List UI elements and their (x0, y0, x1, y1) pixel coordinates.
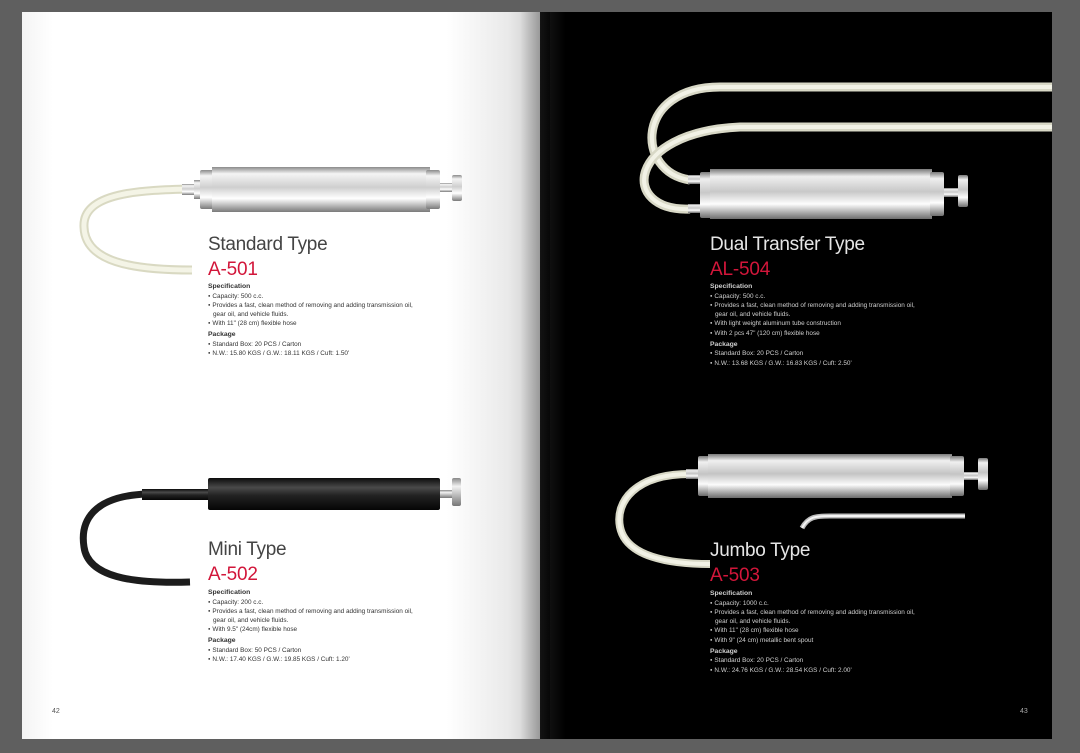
spec-heading: Specification (208, 283, 251, 290)
page-number: 43 (1020, 708, 1028, 715)
product-title: Mini Type (208, 539, 287, 560)
package-heading: Package (208, 636, 236, 644)
spec-item: ● With 11" (28 cm) flexible hose (710, 626, 915, 636)
product-title: Dual Transfer Type (710, 234, 865, 255)
spec-item-cont: gear oil, and vehicle fluids. (715, 310, 791, 318)
package-item: ● N.W.: 17.40 KGS / G.W.: 19.85 KGS / Cuft: 1.20' (208, 655, 413, 665)
spec-item: ● Provides a fast, clean method of removing and adding transmission oil, (710, 608, 915, 618)
package-item: ● Standard Box: 50 PCS / Carton (208, 646, 413, 656)
spec-item: ● Capacity: 200 c.c. (208, 598, 413, 608)
spec-item: ● Capacity: 500 c.c. (208, 292, 413, 302)
package-heading: Package (710, 340, 738, 348)
product-code: AL-504 (710, 259, 771, 280)
package-item: ● N.W.: 15.80 KGS / G.W.: 18.11 KGS / Cuft: 1.50' (208, 349, 413, 359)
package-heading: Package (208, 330, 236, 338)
spec-item: ● Capacity: 500 c.c. (710, 292, 915, 302)
spec-item: ● With 9" (24 cm) metallic bent spout (710, 636, 915, 646)
spec-item-cont: gear oil, and vehicle fluids. (213, 310, 289, 318)
spec-item-cont: gear oil, and vehicle fluids. (213, 616, 289, 624)
product-code: A-501 (208, 259, 258, 280)
black-syringe-pump-icon (22, 12, 540, 612)
product-title: Jumbo Type (710, 540, 811, 561)
bent-spout-icon (540, 12, 1052, 612)
spec-item: ● With 9.5" (24cm) flexible hose (208, 625, 413, 635)
spec-item: ● Provides a fast, clean method of removing and adding transmission oil, (208, 607, 413, 617)
package-item: ● Standard Box: 20 PCS / Carton (710, 656, 915, 666)
product-code: A-503 (710, 565, 760, 586)
product-specs (710, 588, 915, 675)
spec-item: ● Capacity: 1000 c.c. (710, 599, 915, 609)
spec-item: ● Provides a fast, clean method of removing and adding transmission oil, (208, 301, 413, 311)
left-page (22, 12, 540, 739)
package-heading: Package (710, 647, 738, 655)
page-number: 42 (52, 708, 60, 715)
spec-heading: Specification (710, 283, 753, 290)
package-item: ● Standard Box: 20 PCS / Carton (208, 340, 413, 350)
spec-heading: Specification (710, 590, 753, 597)
spec-heading: Specification (208, 589, 251, 596)
product-code: A-502 (208, 564, 258, 585)
product-specs (208, 587, 413, 665)
spec-item: ● With 2 pcs 47" (120 cm) flexible hose (710, 329, 915, 339)
package-item: ● Standard Box: 20 PCS / Carton (710, 349, 915, 359)
package-item: ● N.W.: 24.76 KGS / G.W.: 28.54 KGS / Cuft: 2.00' (710, 666, 915, 676)
product-title: Standard Type (208, 234, 328, 255)
spec-item: ● With 11" (28 cm) flexible hose (208, 319, 413, 329)
spec-item-cont: gear oil, and vehicle fluids. (715, 617, 791, 625)
right-page (540, 12, 1052, 739)
spec-item: ● Provides a fast, clean method of removing and adding transmission oil, (710, 301, 915, 311)
package-item: ● N.W.: 13.68 KGS / G.W.: 16.83 KGS / Cuft: 2.50' (710, 359, 915, 369)
spec-item: ● With light weight aluminum tube construction (710, 319, 915, 329)
